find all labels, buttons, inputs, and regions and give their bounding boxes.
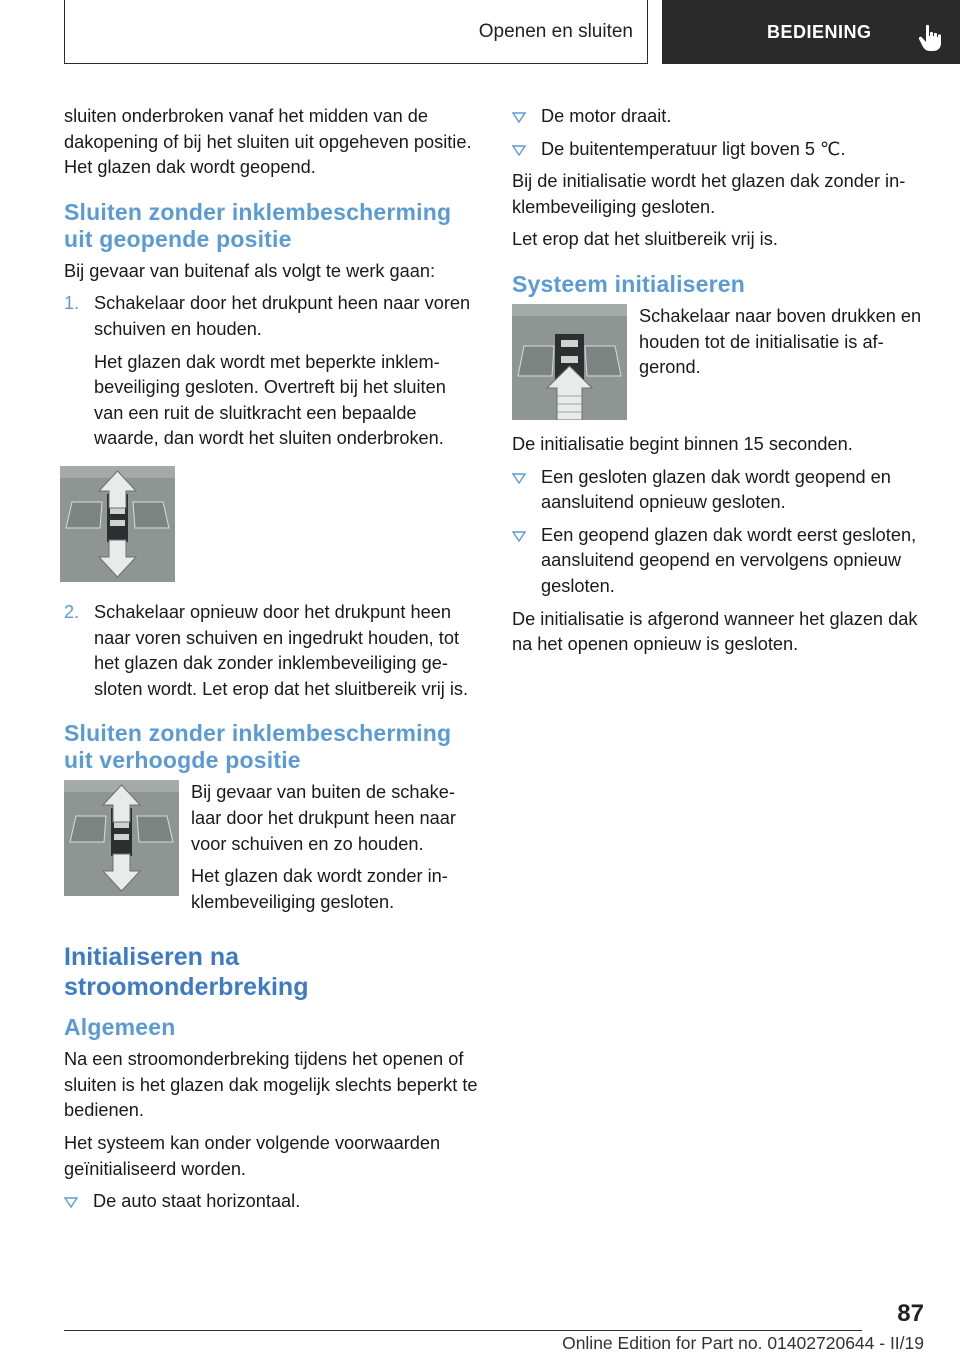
heading-close-from-open: Sluiten zonder inklembescherming uit geopende positie	[64, 198, 452, 252]
behaviour-1-text: Een gesloten glazen dak wordt geopend en aansluitend opnieuw gesloten.	[541, 466, 891, 513]
roof-switch-image	[60, 466, 175, 582]
raised-paragraph-1: Bij gevaar van buiten de schakelaar door het drukpunt heen naar voor schuiven en zo houden.	[191, 782, 456, 854]
general-paragraph-1: Na een stroomonderbreking tijdens het openen of sluiten is het glazen dak mogelijk slechts beperkt te bedienen.	[64, 1049, 478, 1121]
triangle-bullet-icon	[512, 529, 526, 543]
condition-1	[64, 1189, 478, 1215]
triangle-bullet-icon	[512, 471, 526, 485]
right-column	[512, 104, 924, 665]
behaviour-2	[512, 523, 924, 600]
switch-figure-1	[60, 466, 478, 582]
system-init-text: Schakelaar naar boven drukken en houden tot de initialisatie is afgerond.	[639, 305, 922, 378]
roof-switch-image-2	[64, 780, 179, 896]
intro-paragraph: sluiten onderbroken vanaf het midden van de dakopening of bij het sluiten uit opgeheven positie. Het glazen dak wordt geopend.	[64, 106, 472, 178]
general-paragraph-2: Het systeem kan onder volgende voorwaarden geïnitialiseerd worden.	[64, 1133, 441, 1179]
condition-2-text: De motor draait.	[541, 106, 672, 126]
edition-footer: Online Edition for Part no. 01402720644 - II/19	[562, 1333, 924, 1353]
header-section-box	[64, 0, 648, 64]
step-1-number: 1.	[64, 293, 80, 314]
left-column	[64, 104, 478, 1222]
step-1-subtext: Het glazen dak wordt met beperkte inklembeveiliging gesloten. Overtreft bij het sluiten van een ruit de sluitkracht een bepaalde waarde, dan wordt het sluiten onderbroken.	[94, 351, 446, 449]
step-1	[64, 291, 478, 452]
heading-system-init: Systeem initialiseren	[512, 270, 746, 297]
chapter-title: BEDIENING	[767, 21, 872, 42]
triangle-bullet-icon	[64, 1195, 78, 1209]
system-init-section	[512, 304, 924, 420]
init-start-paragraph: De initialisatie begint binnen 15 seconden.	[512, 433, 853, 454]
conditions-list	[64, 1189, 478, 1215]
steps-list	[64, 291, 478, 452]
init-complete-paragraph: De initialisatie is afgerond wanneer het glazen dak na het openen opnieuw is gesloten.	[512, 608, 918, 655]
step-2	[64, 600, 478, 702]
condition-1-text: De auto staat horizontaal.	[93, 1191, 301, 1212]
danger-intro: Bij gevaar van buitenaf als volgt te werk gaan:	[64, 260, 436, 281]
triangle-bullet-icon	[512, 143, 526, 157]
raised-paragraph-2: Het glazen dak wordt zonder inklembeveiliging gesloten.	[191, 866, 448, 912]
init-paragraph-1: Bij de initialisatie wordt het glazen dak zonder inklembeveiliging gesloten.	[512, 171, 906, 217]
step-2-number: 2.	[64, 601, 80, 622]
heading-close-from-raised: Sluiten zonder inklembescherming uit verhoogde positie	[64, 720, 452, 774]
raised-section	[64, 780, 478, 922]
init-behaviour-list	[512, 465, 924, 600]
step-2-text: Schakelaar opnieuw door het drukpunt heen naar voren schuiven en ingedrukt houden, tot het glazen dak zonder inklembeveiliging gesloten wordt. Let erop dat het sluitbereik vrij is.	[94, 601, 469, 699]
roof-switch-up-image	[512, 304, 627, 420]
behaviour-1	[512, 465, 924, 516]
triangle-bullet-icon	[512, 110, 526, 124]
step-1-text: Schakelaar door het drukpunt heen naar voren schuiven en houden.	[94, 293, 471, 339]
condition-3	[512, 137, 924, 163]
heading-initialise: Initialiseren na stroomonderbreking	[64, 943, 309, 1002]
steps-list-continued	[64, 600, 478, 702]
condition-2	[512, 104, 924, 130]
footer-divider	[64, 1330, 862, 1331]
section-title: Openen en sluiten	[478, 20, 633, 42]
conditions-list-continued	[512, 104, 924, 162]
behaviour-2-text: Een geopend glazen dak wordt eerst gesloten, aansluitend geopend en vervolgens opnieuw gesloten.	[541, 524, 917, 596]
pointing-hand-icon	[918, 24, 944, 52]
heading-general: Algemeen	[64, 1014, 176, 1041]
init-paragraph-2: Let erop dat het sluitbereik vrij is.	[512, 229, 778, 250]
header-chapter-box	[662, 0, 960, 64]
page-number: 87	[897, 1300, 924, 1327]
condition-3-text: De buitentemperatuur ligt boven 5 ℃.	[541, 138, 846, 159]
